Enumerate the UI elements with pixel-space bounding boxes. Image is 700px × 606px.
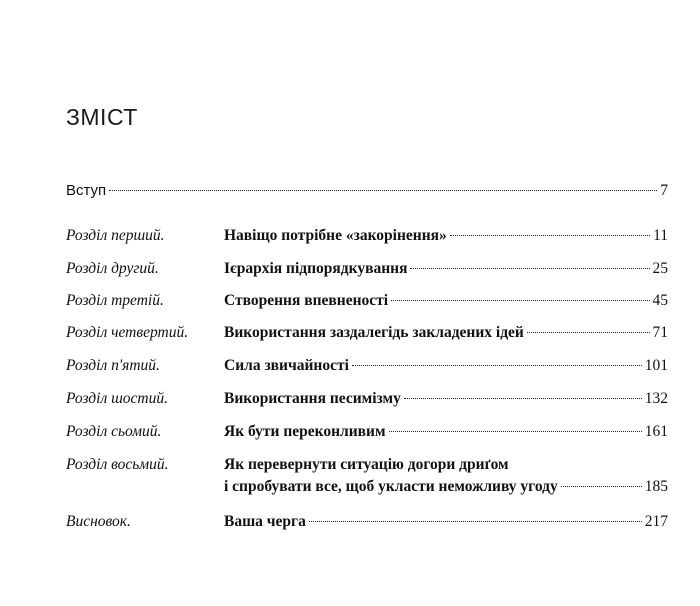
toc-entry-title: Ваша черга	[224, 513, 306, 530]
toc-page-number: 45	[652, 292, 668, 309]
toc-entry-chapter-4[interactable]	[66, 323, 668, 343]
toc-chapter-label: Висновок.	[66, 513, 131, 530]
toc-page-number: 185	[644, 478, 668, 495]
dot-leader	[389, 431, 642, 432]
page-title: ЗМІСТ	[66, 104, 138, 130]
toc-entry-chapter-3[interactable]	[66, 291, 668, 311]
toc-page-number: 161	[644, 423, 668, 440]
toc-entry-title: Навіщо потрібне «закорінення»	[224, 227, 447, 244]
toc-chapter-label: Розділ другий.	[66, 260, 159, 277]
toc-page-number: 101	[644, 357, 668, 374]
toc-entry-chapter-2[interactable]	[66, 259, 668, 279]
dot-leader	[352, 365, 642, 366]
toc-entry-title: Як бути переконливим	[224, 423, 386, 440]
dot-leader	[450, 235, 650, 236]
dot-leader	[309, 521, 642, 522]
toc-chapter-label: Розділ четвертий.	[66, 324, 189, 341]
toc-page-number: 11	[653, 227, 668, 244]
toc-page-number: 132	[644, 390, 668, 407]
toc-entry-title-line2: і спробувати все, щоб укласти неможливу угоду	[224, 478, 558, 495]
dot-leader	[561, 486, 642, 487]
toc-page-number: 217	[644, 513, 668, 530]
toc-chapter-label: Розділ шостий.	[66, 390, 168, 407]
toc-entry-title: Сила звичайності	[224, 357, 349, 374]
dot-leader	[527, 332, 650, 333]
dot-leader	[109, 190, 657, 191]
toc-page-number: 7	[660, 182, 668, 199]
toc-entry-title: Ієрархія підпорядкування	[224, 260, 408, 277]
toc-page-number: 25	[652, 260, 668, 277]
toc-chapter-label: Розділ третій.	[66, 292, 164, 309]
dot-leader	[391, 300, 649, 301]
toc-entry-title-line1: Як перевернути ситуацію догори дриґом	[224, 456, 509, 473]
toc-chapter-label: Розділ сьомий.	[66, 423, 162, 440]
toc-entry-chapter-8[interactable]	[66, 455, 668, 499]
toc-entry-chapter-5[interactable]	[66, 356, 668, 376]
toc-entry-chapter-7[interactable]	[66, 422, 668, 442]
toc-chapter-label: Розділ перший.	[66, 227, 165, 244]
toc-entry-title: Використання заздалегідь закладених ідей	[224, 324, 524, 341]
toc-chapter-label: Розділ п'ятий.	[66, 357, 160, 374]
toc-page-number: 71	[652, 324, 668, 341]
dot-leader	[410, 268, 649, 269]
toc-chapter-label: Розділ восьмий.	[66, 456, 169, 473]
toc-entry-title: Вступ	[66, 182, 107, 199]
toc-entry-chapter-1[interactable]	[66, 226, 668, 246]
toc-entry-conclusion[interactable]	[66, 512, 668, 532]
dot-leader	[404, 398, 642, 399]
toc-entry-title: Створення впевненості	[224, 292, 389, 309]
toc-entry-intro[interactable]	[66, 181, 668, 201]
toc-entry-title: Використання песимізму	[224, 390, 401, 407]
toc-entry-chapter-6[interactable]	[66, 389, 668, 409]
